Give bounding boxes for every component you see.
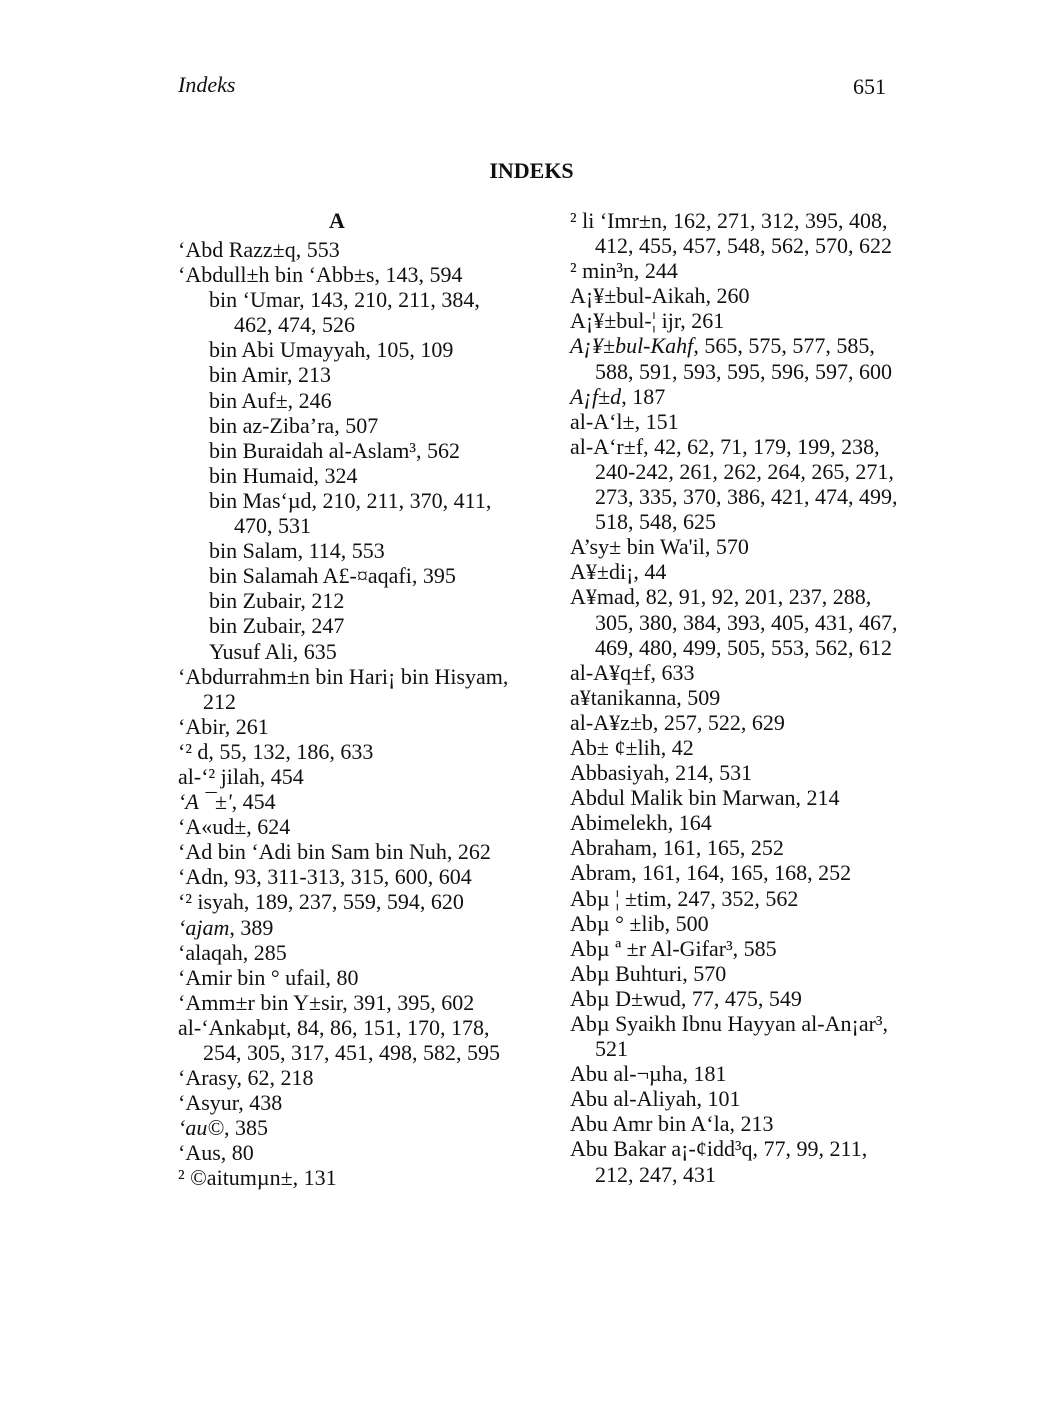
index-entry: al-‘² jilah, 454	[178, 763, 304, 789]
index-subentry: bin Mas‘µd, 210, 211, 370, 411, 470, 531	[209, 487, 492, 539]
index-entry: ‘A«ud±, 624	[178, 814, 291, 840]
index-entry: ‘² isyah, 189, 237, 559, 594, 620	[178, 889, 464, 915]
running-title: Indeks	[178, 72, 236, 97]
index-entry: ² ©aitumµn±, 131	[178, 1165, 337, 1191]
index-entry: Abµ ª ±r Al-Gifar³, 585	[570, 935, 777, 961]
index-subentry: Yusuf Ali, 635	[209, 638, 337, 664]
entry-head-italic: ‘A ¯±'	[178, 789, 232, 815]
index-entry: ‘Asyur, 438	[178, 1090, 283, 1116]
index-subentry: bin Humaid, 324	[209, 462, 358, 488]
entry-pages: , 385	[224, 1115, 269, 1141]
index-entry: ‘Ad bin ‘Adi bin Sam bin Nuh, 262	[178, 839, 491, 865]
index-entry: ‘alaqah, 285	[178, 939, 287, 965]
index-entry: a¥tanikanna, 509	[570, 684, 721, 710]
index-subentry: bin Salamah A£-¤aqafi, 395	[209, 563, 456, 589]
index-entry	[178, 789, 518, 814]
index-subentry: bin ‘Umar, 143, 210, 211, 384, 462, 474, 526	[209, 287, 480, 338]
index-entry: Abµ ° ±lib, 500	[570, 910, 709, 936]
index-entry: Abu Bakar a¡-¢idd³q, 77, 99, 211, 212, 247, 431	[570, 1136, 868, 1187]
index-entry: ‘Abdull±h bin ‘Abb±s, 143, 594	[178, 262, 463, 288]
entry-pages: , 187	[621, 383, 666, 409]
index-entry: Abµ ¦ ±tim, 247, 352, 562	[570, 885, 799, 911]
entry-pages: , 454	[231, 789, 276, 815]
entry-head-italic: ‘au©	[178, 1115, 225, 1141]
index-entry: al-A¥q±f, 633	[570, 659, 695, 685]
index-entry: ² li ‘Imr±n, 162, 271, 312, 395, 408, 412, 455, 457, 548, 562, 570, 622	[570, 208, 892, 259]
entry-pages: , 389	[229, 914, 274, 940]
index-entry: Abbasiyah, 214, 531	[570, 760, 753, 786]
index-subentry: bin Buraidah al-Aslam³, 562	[209, 437, 460, 463]
entry-head-italic: ‘ajam	[178, 914, 230, 940]
index-entry: A¥±di¡, 44	[570, 559, 667, 585]
index-subentry: bin Abi Umayyah, 105, 109	[209, 337, 454, 363]
index-entry: A¥mad, 82, 91, 92, 201, 237, 288, 305, 380, 384, 393, 405, 431, 467, 469, 480, 499, 505, 553, 562, 612	[570, 584, 898, 660]
index-entry: Abram, 161, 164, 165, 168, 252	[570, 860, 852, 886]
index-subentry: bin Auf±, 246	[209, 387, 332, 413]
index-entry: ‘Abd Razz±q, 553	[178, 237, 340, 262]
index-entry: ‘² d, 55, 132, 186, 633	[178, 738, 374, 764]
index-subentry: bin Zubair, 212	[209, 588, 345, 614]
index-entry: Abµ Buhturi, 570	[570, 960, 727, 986]
index-entry: Abu al-¬µha, 181	[570, 1061, 727, 1087]
index-entry	[178, 915, 518, 940]
entry-pages: , 565, 575, 577, 585, 588, 591, 593, 595, 596, 597, 600	[595, 333, 892, 384]
index-entry: ‘Abdurrahm±n bin Hari¡ bin Hisyam, 212	[178, 663, 509, 714]
page-number: 651	[853, 74, 886, 99]
running-head	[178, 72, 886, 102]
entry-head-italic: A¡f±d	[570, 383, 622, 409]
index-entry: Abu Amr bin A‘la, 213	[570, 1111, 774, 1137]
index-entry: Abu al-Aliyah, 101	[570, 1086, 741, 1112]
index-entry	[178, 1115, 518, 1140]
index-entry: al-‘Ankabµt, 84, 86, 151, 170, 178, 254, 305, 317, 451, 498, 582, 595	[178, 1014, 500, 1065]
index-entry: ‘Abir, 261	[178, 713, 269, 739]
index-entry: ‘Amm±r bin Y±sir, 391, 395, 602	[178, 989, 475, 1015]
index-entry: Abdul Malik bin Marwan, 214	[570, 785, 840, 811]
index-entry: ‘Arasy, 62, 218	[178, 1065, 314, 1091]
entry-head-italic: A¡¥±bul-Kahf	[570, 333, 694, 359]
index-entry: A¡¥±bul-Aikah, 260	[570, 283, 750, 309]
index-entry: A’sy± bin Wa'il, 570	[570, 534, 749, 560]
index-entry: Abµ Syaikh Ibnu Hayyan al-An¡ar³, 521	[570, 1011, 889, 1062]
index-entry	[570, 384, 900, 409]
index-entry: Ab± ¢±lih, 42	[570, 734, 694, 760]
index-subentry: bin Salam, 114, 553	[209, 538, 385, 564]
index-entry: Abµ D±wud, 77, 475, 549	[570, 985, 802, 1011]
index-subentry: bin Zubair, 247	[209, 613, 345, 639]
index-entry: Abimelekh, 164	[570, 810, 712, 836]
index-entry: al-A¥z±b, 257, 522, 629	[570, 709, 785, 735]
index-entry: ² min³n, 244	[570, 258, 678, 284]
index-column-right	[570, 208, 900, 1187]
index-entry: ‘Amir bin ° ufail, 80	[178, 964, 359, 990]
index-entry: al-A‘r±f, 42, 62, 71, 179, 199, 238, 240-242, 261, 262, 264, 265, 271, 273, 335, 370, 386, 421, 474, 499, 518, 548, 625	[570, 433, 898, 535]
index-entry	[570, 333, 900, 383]
index-subentry: bin az-Ziba’ra, 507	[209, 412, 379, 438]
index-entry: al-A‘l±, 151	[570, 408, 679, 434]
index-entry: A¡¥±bul-¦ ijr, 261	[570, 308, 725, 334]
letter-heading: A	[329, 208, 345, 233]
index-entry: ‘Adn, 93, 311-313, 315, 600, 604	[178, 864, 472, 890]
index-column-left	[178, 208, 518, 1191]
index-entry: ‘Aus, 80	[178, 1140, 254, 1166]
index-title: INDEKS	[489, 158, 574, 183]
index-entry: Abraham, 161, 165, 252	[570, 835, 784, 861]
index-subentry: bin Amir, 213	[209, 362, 331, 388]
